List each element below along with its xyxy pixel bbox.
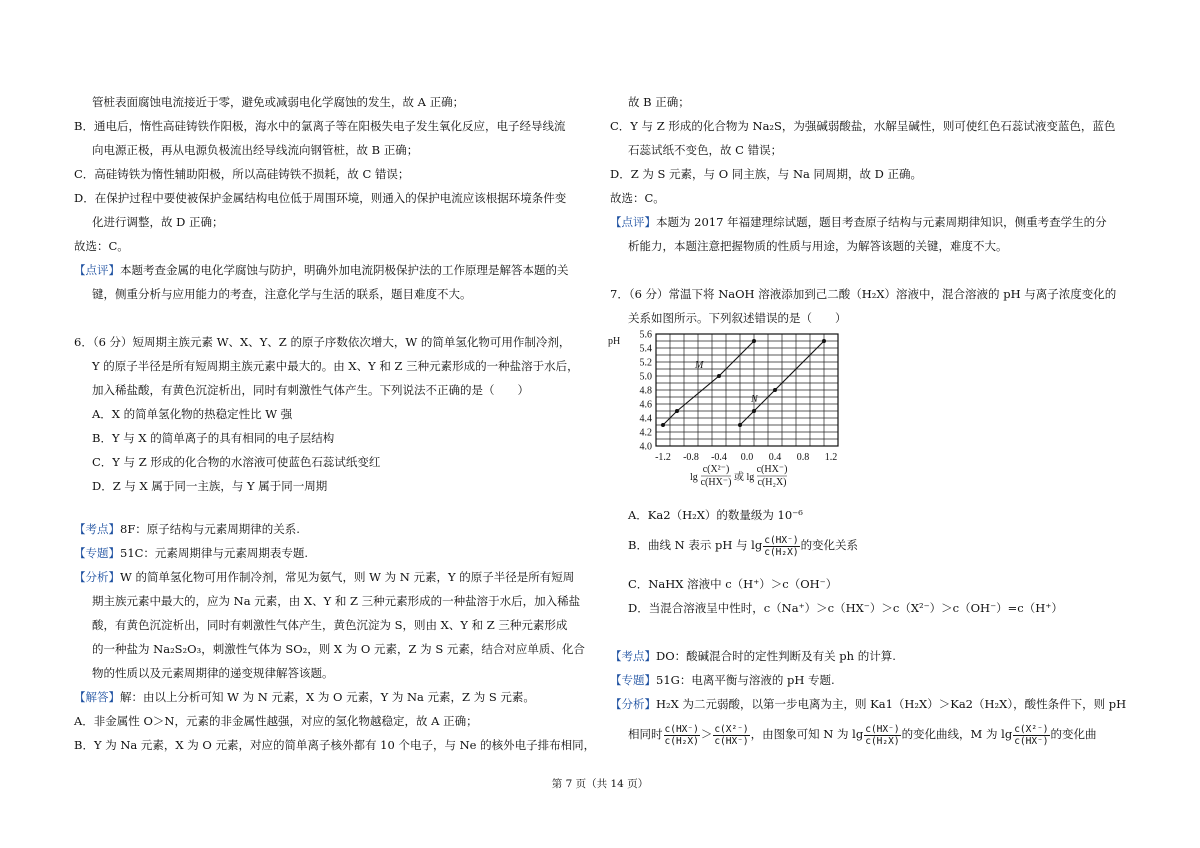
fraction-denominator: c(HX⁻) bbox=[714, 735, 749, 747]
zhuanti-text: 51C：元素周期律与元素周期表专题. bbox=[120, 546, 309, 560]
option-a: A．Ka2（H₂X）的数量级为 10⁻⁶ bbox=[628, 508, 803, 522]
jieda-line bbox=[74, 685, 535, 709]
option-d: D．当混合溶液呈中性时，c（Na⁺）＞c（HX⁻）＞c（X²⁻）＞c（OH⁻）=c（H⁺） bbox=[628, 601, 1063, 615]
y-tick-label: 4.6 bbox=[639, 399, 652, 411]
fraction-denominator: c(HX⁻) bbox=[1014, 735, 1049, 747]
series-label: N bbox=[751, 394, 758, 405]
y-tick-label: 5.0 bbox=[639, 371, 652, 383]
text-line: 向电源正极，再从电源负极流出经导线流向钢管桩，故 B 正确； bbox=[92, 143, 419, 157]
text-line: 管桩表面腐蚀电流接近于零，避免或减弱电化学腐蚀的发生，故 A 正确； bbox=[92, 95, 465, 109]
comment-tag: 【点评】 bbox=[610, 215, 656, 229]
fenxi-line bbox=[74, 565, 574, 589]
option-a: A．X 的简单氢化物的热稳定性比 W 强 bbox=[92, 407, 293, 421]
fenxi-text: W 的简单氢化物可用作制冷剂，常见为氨气，则 W 为 N 元素，Y 的原子半径是所有短周 bbox=[120, 570, 575, 584]
fenxi-line-2 bbox=[628, 722, 1097, 747]
question-6-stem: 6．（6 分）短周期主族元素 W、X、Y、Z 的原子序数依次增大，W 的简单氢化物可用作制冷剂， bbox=[74, 335, 571, 349]
zhuanti-tag: 【专题】 bbox=[610, 673, 656, 687]
text-span: 的变化曲 bbox=[1050, 727, 1097, 741]
question-7-stem: 7．（6 分）常温下将 NaOH 溶液添加到己二酸（H₂X）溶液中，混合溶液的 pH 与离子浓度变化的 bbox=[610, 287, 1117, 301]
option-b-prefix: B．曲线 N 表示 pH 与 lg bbox=[628, 538, 763, 552]
x-label-den: c(HX⁻) bbox=[700, 477, 732, 488]
kaodian-tag: 【考点】 bbox=[74, 522, 120, 536]
fraction bbox=[864, 724, 900, 747]
data-point bbox=[752, 409, 756, 413]
comment-line bbox=[74, 258, 569, 282]
jieda-text: 解：由以上分析可知 W 为 N 元素，X 为 O 元素，Y 为 Na 元素，Z 为 S 元素。 bbox=[120, 690, 535, 704]
x-label-den-2: c(H₂X) bbox=[757, 477, 787, 488]
jieda-tag: 【解答】 bbox=[74, 690, 120, 704]
y-tick-label: 4.0 bbox=[639, 441, 652, 453]
zhuanti-tag: 【专题】 bbox=[74, 546, 120, 560]
fraction bbox=[664, 724, 700, 747]
ph-chart bbox=[606, 326, 846, 500]
fraction-numerator: c(HX⁻) bbox=[865, 723, 900, 735]
x-tick-label: -1.2 bbox=[655, 452, 671, 463]
option-d: D．Z 与 X 属于同一主族，与 Y 属于同一周期 bbox=[92, 479, 328, 493]
text-line: 关系如图所示。下列叙述错误的是（ ） bbox=[628, 311, 847, 325]
y-tick-label: 5.4 bbox=[639, 343, 652, 355]
fraction-denominator: c(H₂X) bbox=[664, 735, 699, 747]
kaodian-tag: 【考点】 bbox=[610, 649, 656, 663]
x-tick-label: -0.8 bbox=[683, 452, 699, 463]
text-line: 酸，有黄色沉淀析出，同时有刺激性气体产生，黄色沉淀为 S，则由 X、Y 和 Z 三种元素形成 bbox=[92, 618, 568, 632]
text-line: C．高硅铸铁为惰性辅助阳极，所以高硅铸铁不损耗，故 C 错误； bbox=[74, 167, 410, 181]
zhuanti-line bbox=[74, 541, 308, 565]
kaodian-line bbox=[610, 644, 896, 668]
fraction-numerator: c(HX⁻) bbox=[764, 534, 799, 546]
comment-text: 本题考查金属的电化学腐蚀与防护，明确外加电流阴极保护法的工作原理是解答本题的关 bbox=[120, 263, 569, 277]
text-line: C．Y 与 Z 形成的化合物为 Na₂S，为强碱弱酸盐，水解呈碱性，则可使红色石蕊试液变蓝色，蓝色 bbox=[610, 119, 1116, 133]
data-point bbox=[773, 388, 777, 392]
x-label-mid: 或 lg bbox=[734, 472, 755, 483]
option-b: B．Y 与 X 的简单离子的具有相同的电子层结构 bbox=[92, 431, 335, 445]
text-line: 加入稀盐酸，有黄色沉淀析出，同时有刺激性气体产生。下列说法不正确的是（ ） bbox=[92, 383, 529, 397]
data-point bbox=[752, 339, 756, 343]
text-line: 故选：C。 bbox=[74, 239, 129, 253]
fenxi-line bbox=[610, 692, 1126, 716]
text-line: B．通电后，惰性高硅铸铁作阳极，海水中的氯离子等在阳极失电子发生氧化反应，电子经导线流 bbox=[74, 119, 566, 133]
text-line: 物的性质以及元素周期律的递变规律解答该题。 bbox=[92, 666, 334, 680]
text-line: D．在保护过程中要使被保护金属结构电位低于周围环境，则通入的保护电流应该根据环境条件变 bbox=[74, 191, 567, 205]
option-b-suffix: 的变化关系 bbox=[800, 538, 859, 552]
text-line: 故 B 正确； bbox=[628, 95, 690, 109]
kaodian-text: DO：酸碱混合时的定性判断及有关 ph 的计算. bbox=[656, 649, 896, 663]
comment-tag: 【点评】 bbox=[74, 263, 120, 277]
series-label: M bbox=[695, 360, 704, 371]
comment-text: 本题为 2017 年福建理综试题，题目考查原子结构与元素周期律知识，侧重考查学生的分 bbox=[656, 215, 1107, 229]
kaodian-text: 8F：原子结构与元素周期律的关系. bbox=[120, 522, 300, 536]
x-label-num-2: c(HX⁻) bbox=[756, 464, 788, 475]
text-line: 化进行调整，故 D 正确； bbox=[92, 215, 224, 229]
fraction bbox=[763, 535, 799, 558]
data-point bbox=[738, 423, 742, 427]
y-tick-label: 5.2 bbox=[639, 357, 652, 369]
fraction-denominator: c(H₂X) bbox=[865, 735, 900, 747]
data-point bbox=[822, 339, 826, 343]
data-point bbox=[717, 374, 721, 378]
y-tick-label: 4.8 bbox=[639, 385, 652, 397]
data-point bbox=[661, 423, 665, 427]
data-point bbox=[675, 409, 679, 413]
text-span: ，由图象可知 N 为 lg bbox=[750, 727, 864, 741]
y-axis-label: pH bbox=[608, 336, 621, 347]
option-c: C．NaHX 溶液中 c（H⁺）＞c（OH⁻） bbox=[628, 577, 838, 591]
text-line: 的一种盐为 Na₂S₂O₃，刺激性气体为 SO₂，则 X 为 O 元素，Z 为 S 元素，结合对应单质、化合 bbox=[92, 642, 585, 656]
page-footer: 第 7 页（共 14 页） bbox=[551, 778, 649, 790]
fraction-numerator: c(X²⁻) bbox=[1014, 723, 1049, 735]
fenxi-tag: 【分析】 bbox=[610, 697, 656, 711]
fraction-numerator: c(HX⁻) bbox=[664, 723, 699, 735]
text-line: 键，侧重分析与应用能力的考查，注意化学与生活的联系，题目难度不大。 bbox=[92, 287, 472, 301]
y-tick-label: 4.4 bbox=[639, 413, 652, 425]
x-tick-label: 0.0 bbox=[740, 452, 754, 463]
x-tick-label: 0.4 bbox=[768, 452, 782, 463]
x-tick-label: -0.4 bbox=[711, 452, 727, 463]
y-tick-label: 5.6 bbox=[639, 329, 652, 341]
x-label-num: c(X²⁻) bbox=[702, 464, 730, 475]
text-line: Y 的原子半径是所有短周期主族元素中最大的。由 X、Y 和 Z 三种元素形成的一种盐溶于水后， bbox=[92, 359, 579, 373]
comment-line bbox=[610, 210, 1107, 234]
text-line: 故选：C。 bbox=[610, 191, 665, 205]
text-line: A．非金属性 O＞N，元素的非金属性越强，对应的氢化物越稳定，故 A 正确； bbox=[74, 714, 478, 728]
text-line: D．Z 为 S 元素，与 O 同主族，与 Na 同周期，故 D 正确。 bbox=[610, 167, 923, 181]
x-label-lg: lg bbox=[690, 472, 698, 483]
kaodian-line bbox=[74, 517, 300, 541]
x-tick-label: 1.2 bbox=[824, 452, 838, 463]
fraction bbox=[1013, 724, 1049, 747]
text-line: 析能力，本题注意把握物质的性质与用途，为解答该题的关键，难度不大。 bbox=[628, 239, 1008, 253]
option-c: C．Y 与 Z 形成的化合物的水溶液可使蓝色石蕊试纸变红 bbox=[92, 455, 381, 469]
fenxi-tag: 【分析】 bbox=[74, 570, 120, 584]
text-span: 相同时 bbox=[628, 727, 663, 741]
zhuanti-text: 51G：电离平衡与溶液的 pH 专题. bbox=[656, 673, 835, 687]
text-span: ＞ bbox=[700, 727, 713, 741]
option-b bbox=[628, 533, 858, 558]
zhuanti-line bbox=[610, 668, 835, 692]
text-line: 石蕊试纸不变色，故 C 错误； bbox=[628, 143, 783, 157]
text-span: 的变化曲线，M 为 lg bbox=[901, 727, 1013, 741]
y-tick-label: 4.2 bbox=[639, 427, 652, 439]
text-line: 期主族元素中最大的，应为 Na 元素，由 X、Y 和 Z 三种元素形成的一种盐溶于水后，加入稀盐 bbox=[92, 594, 581, 608]
fraction-numerator: c(X²⁻) bbox=[714, 723, 749, 735]
fraction bbox=[713, 724, 749, 747]
fenxi-text: H₂X 为二元弱酸，以第一步电离为主，则 Ka1（H₂X）＞Ka2（H₂X），酸性条件下，则 pH bbox=[656, 697, 1127, 711]
fraction-denominator: c(H₂X) bbox=[764, 546, 799, 558]
x-tick-label: 0.8 bbox=[796, 452, 810, 463]
text-line: B．Y 为 Na 元素，X 为 O 元素，对应的简单离子核外都有 10 个电子，与 Ne 的核外电子排布相同， bbox=[74, 738, 596, 752]
